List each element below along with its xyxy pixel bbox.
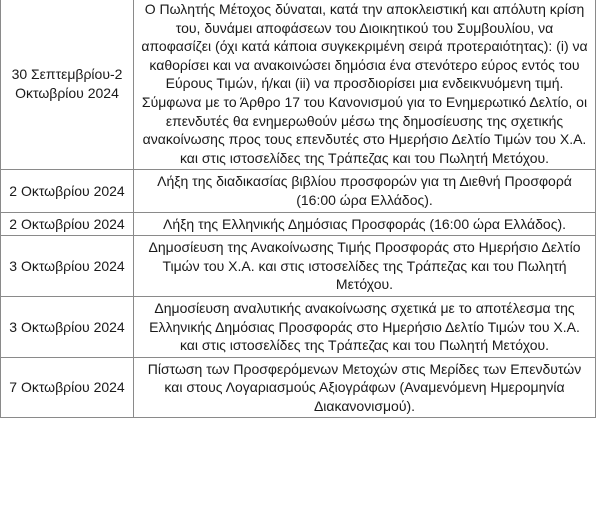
date-cell (1, 296, 134, 357)
event-cell (134, 212, 596, 236)
event-text: Ο Πωλητής Μέτοχος δύναται, κατά την αποκλειστική και απόλυτη κρίση του, δυνάμει αποφάσεων του Διοικητικού του Συμβουλίου, να αποφασίζει (όχι κατά κάποια συγκεκριμένη σειρά προτεραιότητας): (i) να καθορίσει και να ανακοινώσει δημόσια ένα στενότερο εύρος εντός του Εύρους Τιμών, ή/και (ii) να προσδιορίσει μια ενδεικνυόμενη τιμή. Σύμφωνα με το Άρθρο 17 του Κανονισμού για το Ενημερωτικό Δελτίο, οι επενδυτές θα ενημερωθούν μέσω της δημοσίευσης της σχετικής ανακοίνωσης προς τους επενδυτές στο Ημερήσιο Δελτίο Τιμών του Χ.Α. και στις ιστοσελίδες της Τράπεζας και του Πωλητή Μετόχου. (141, 1, 588, 166)
table-row (1, 0, 596, 170)
table-row (1, 212, 596, 236)
date-text: 2 Οκτωβρίου 2024 (9, 215, 125, 232)
event-cell (134, 236, 596, 297)
event-cell (134, 170, 596, 212)
event-cell (134, 296, 596, 357)
table-row (1, 236, 596, 297)
event-cell (134, 357, 596, 418)
date-text: 2 Οκτωβρίου 2024 (9, 182, 125, 199)
event-text: Λήξη της Ελληνικής Δημόσιας Προσφοράς (16:00 ώρα Ελλάδος). (162, 215, 566, 232)
event-text: Πίστωση των Προσφερόμενων Μετοχών στις Μερίδες των Επενδυτών και στους Λογαριασμούς Αξιογράφων (Αναμενόμενη Ημερομηνία Διακανονισμού). (147, 360, 582, 414)
date-text: 7 Οκτωβρίου 2024 (9, 379, 125, 396)
date-cell (1, 236, 134, 297)
date-cell (1, 212, 134, 236)
date-text: 3 Οκτωβρίου 2024 (9, 257, 125, 274)
table-row (1, 170, 596, 212)
date-text: 3 Οκτωβρίου 2024 (9, 318, 125, 335)
table-row (1, 357, 596, 418)
event-text: Λήξη της διαδικασίας βιβλίου προσφορών για τη Διεθνή Προσφορά (16:00 ώρα Ελλάδος). (157, 173, 572, 208)
table-row (1, 296, 596, 357)
date-cell (1, 357, 134, 418)
event-cell (134, 0, 596, 170)
date-cell (1, 170, 134, 212)
date-text: 30 Σεπτεμβρίου-2 Οκτωβρίου 2024 (11, 66, 123, 101)
event-text: Δημοσίευση της Ανακοίνωσης Τιμής Προσφοράς στο Ημερήσιο Δελτίο Τιμών του Χ.Α. και στις ιστοσελίδες της Τράπεζας και του Πωλητή Μετόχου. (148, 239, 581, 293)
date-cell (1, 0, 134, 170)
event-text: Δημοσίευση αναλυτικής ανακοίνωσης σχετικά με το αποτέλεσμα της Ελληνικής Δημόσιας Προσφοράς στο Ημερήσιο Δελτίο Τιμών του Χ.Α. και στις ιστοσελίδες της Τράπεζας και του Πωλητή Μετόχου. (149, 299, 580, 354)
